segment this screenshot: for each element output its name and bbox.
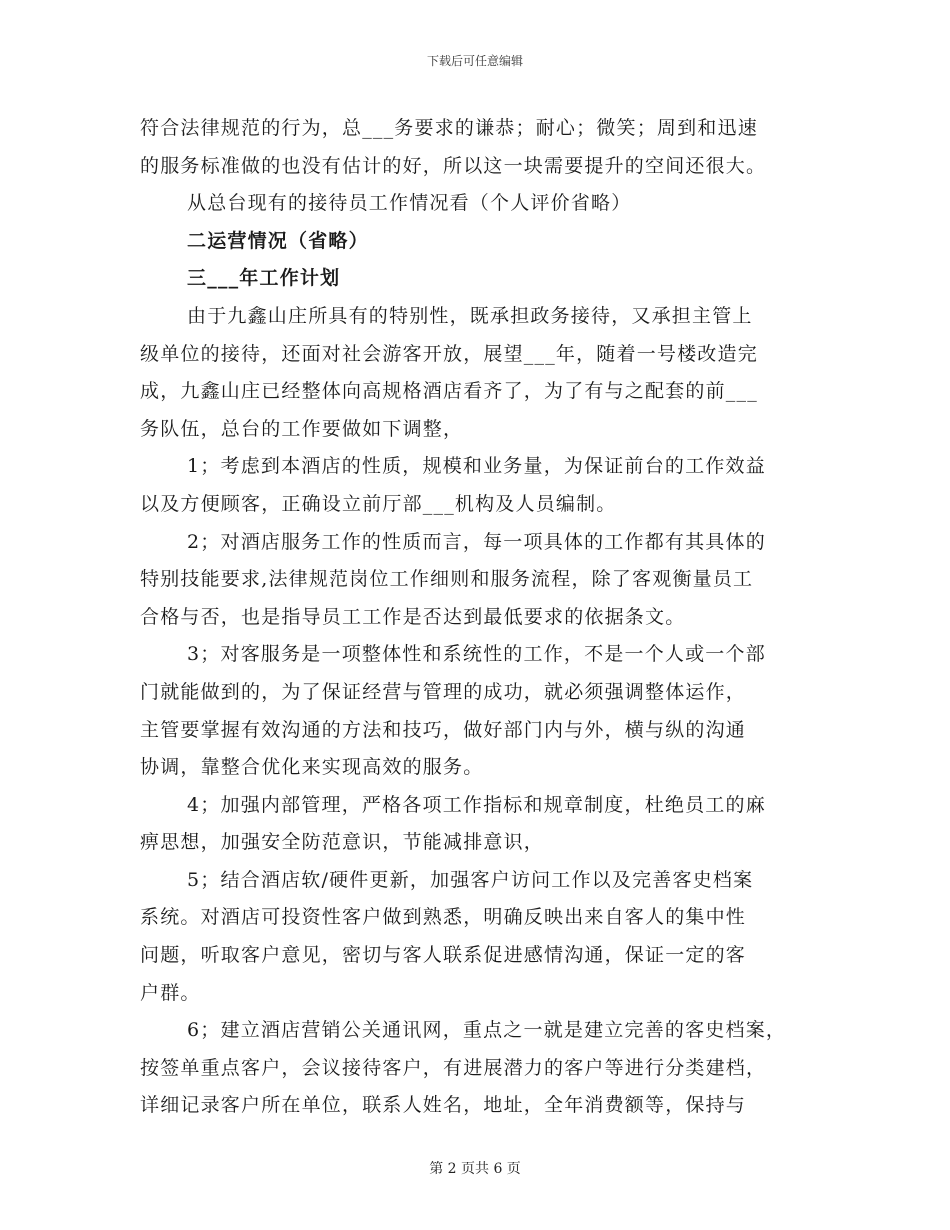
paragraph-line: 痹思想，加强安全防范意识，节能减排意识， xyxy=(140,831,545,854)
paragraph-line: 从总台现有的接待员工作情况看（个人评价省略） xyxy=(187,192,632,215)
paragraph-line: 以及方便顾客，正确设立前厅部___机构及人员编制。 xyxy=(140,492,617,515)
paragraph-line: 4；加强内部管理，严格各项工作指标和规章制度，杜绝员工的麻 xyxy=(187,793,766,816)
paragraph-line: 问题，听取客户意见，密切与客人联系促进感情沟通，保证一定的客 xyxy=(140,944,747,967)
paragraph-line: 门就能做到的，为了保证经营与管理的成功，就必须强调整体运作， xyxy=(140,680,747,703)
paragraph-line: 系统。对酒店可投资性客户做到熟悉，明确反映出来自客人的集中性 xyxy=(140,906,747,929)
paragraph-line: 由于九鑫山庄所具有的特别性，既承担政务接待，又承担主管上 xyxy=(187,304,753,327)
paragraph-line: 2；对酒店服务工作的性质而言，每一项具体的工作都有其具体的 xyxy=(187,530,766,553)
paragraph-line: 成，九鑫山庄已经整体向高规格酒店看齐了，为了有与之配套的前___ xyxy=(140,380,758,403)
paragraph-line: 1；考虑到本酒店的性质，规模和业务量，为保证前台的工作效益 xyxy=(187,455,766,478)
page-header: 下载后可任意编辑 xyxy=(426,54,523,68)
page-number-footer: 第 2 页共 6 页 xyxy=(429,1161,521,1177)
paragraph-line: 特别技能要求,法律规范岗位工作细则和服务流程，除了客观衡量员工 xyxy=(140,568,754,591)
paragraph-line: 协调，靠整合优化来实现高效的服务。 xyxy=(140,756,484,779)
paragraph-line: 详细记录客户所在单位，联系人姓名，地址，全年消费额等，保持与 xyxy=(140,1094,747,1117)
paragraph-line: 级单位的接待，还面对社会游客开放，展望___年，随着一号楼改造完 xyxy=(140,342,758,365)
paragraph-line: 5；结合酒店软/硬件更新，加强客户访问工作以及完善客史档案 xyxy=(187,868,754,891)
paragraph-line: 务队伍，总台的工作要做如下调整， xyxy=(140,417,464,440)
paragraph-line: 户群。 xyxy=(140,981,201,1004)
paragraph-line: 符合法律规范的行为，总___务要求的谦恭；耐心；微笑；周到和迅速 xyxy=(140,117,758,139)
paragraph-line: 合格与否，也是指导员工工作是否达到最低要求的依据条文。 xyxy=(140,605,686,628)
paragraph-line: 6；建立酒店营销公关通讯网，重点之一就是建立完善的客史档案， xyxy=(187,1019,787,1042)
paragraph-line: 主管要掌握有效沟通的方法和技巧，做好部门内与外，横与纵的沟通 xyxy=(140,718,747,741)
section-heading: 二运营情况（省略） xyxy=(187,229,369,252)
section-heading: 三___年工作计划 xyxy=(187,267,341,290)
paragraph-line: 3；对客服务是一项整体性和系统性的工作，不是一个人或一个部 xyxy=(187,643,766,666)
paragraph-line: 按签单重点客户，会议接待客户，有进展潜力的客户等进行分类建档， xyxy=(140,1056,767,1079)
paragraph-line: 的服务标准做的也没有估计的好，所以这一块需要提升的空间还很大。 xyxy=(140,154,767,177)
document-body xyxy=(140,110,830,1125)
